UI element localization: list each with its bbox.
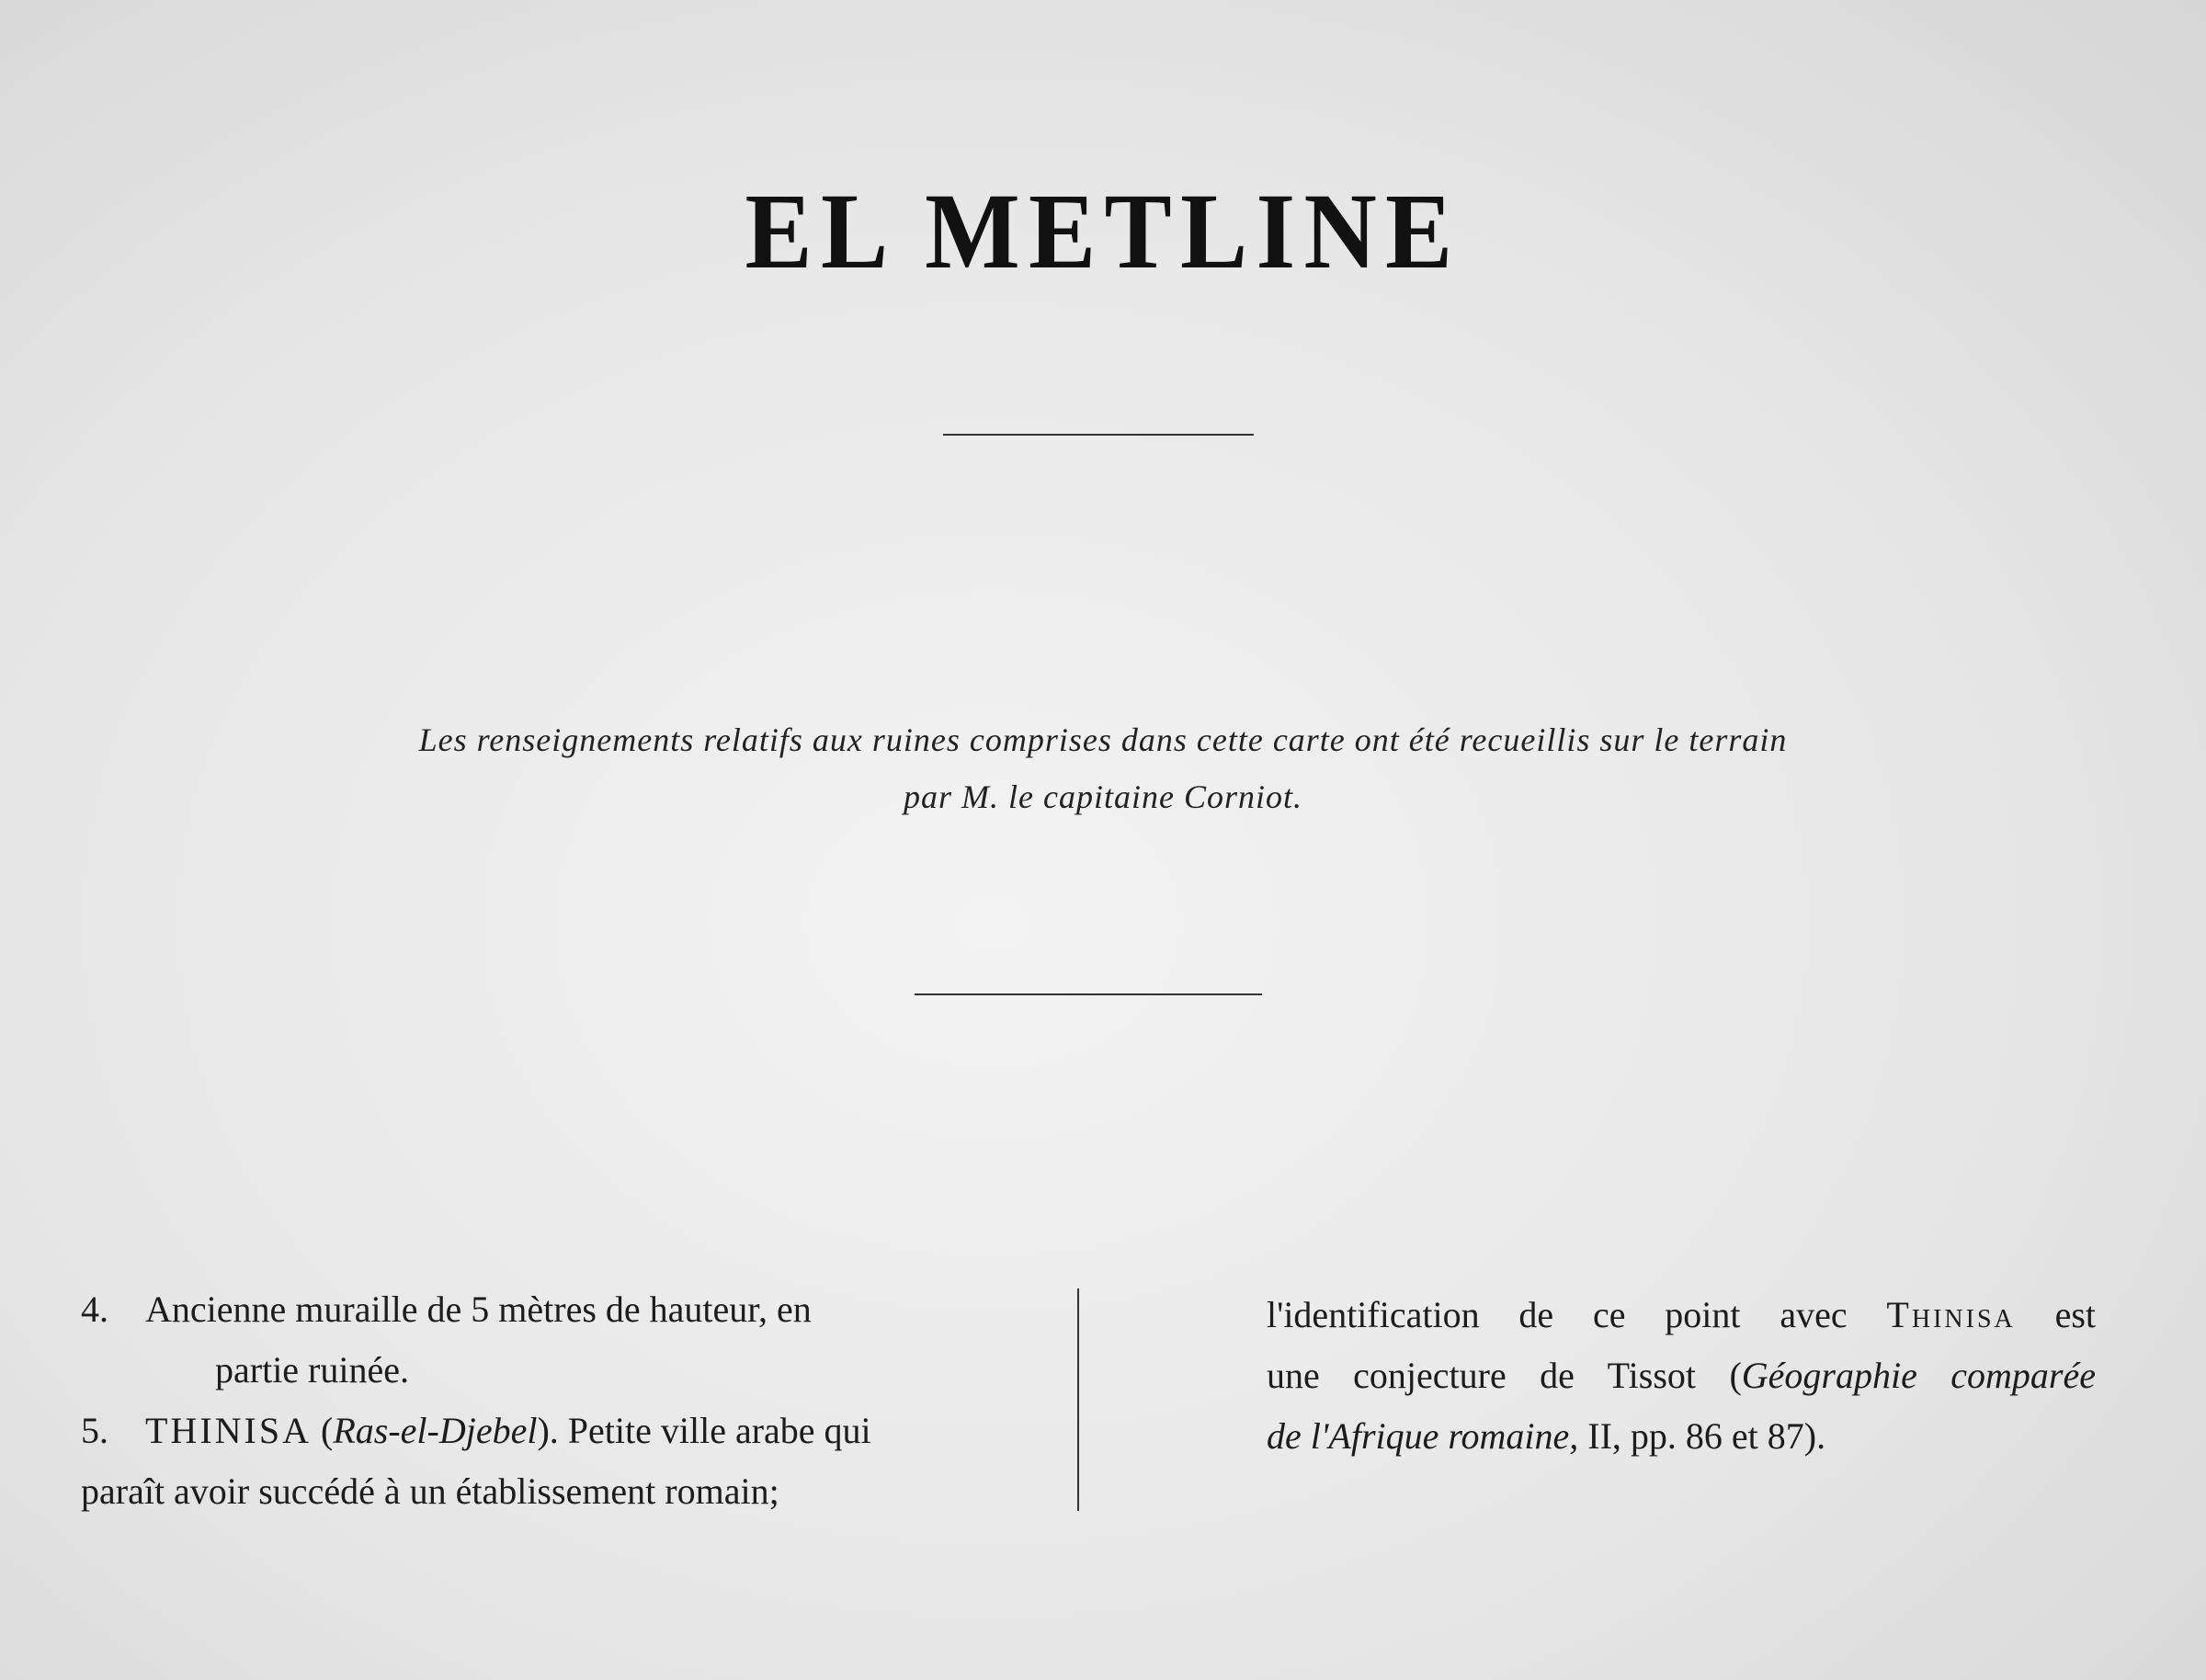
right-line-1 <box>1267 1285 2096 1345</box>
entry-5 <box>81 1401 1044 1522</box>
intro-note <box>276 711 1930 825</box>
intro-line-1: Les renseignements relatifs aux ruines comprises dans cette carte ont été recueillis sur le terrain <box>418 721 1788 758</box>
entry-number: 5. <box>81 1410 108 1451</box>
text-run: une conjecture de Tissot ( <box>1267 1355 1742 1396</box>
section-rule <box>915 993 1262 995</box>
place-name: THINISA <box>145 1410 312 1451</box>
page-title: EL METLINE <box>745 171 1461 291</box>
book-title-cont: de l'Afrique romaine, <box>1267 1415 1579 1457</box>
left-column <box>81 1279 1044 1522</box>
right-line-2 <box>1267 1345 2096 1406</box>
entry-text: Ancienne muraille de 5 mètres de hauteur, en <box>145 1288 812 1330</box>
text-run: l'identification de ce point avec <box>1267 1294 1887 1335</box>
place-name: Thinisa <box>1886 1294 2016 1335</box>
text-run: II, pp. 86 et 87). <box>1578 1415 1826 1457</box>
intro-line-2: par M. le capitaine Corniot. <box>904 778 1302 815</box>
entry-text: ). Petite ville arabe qui <box>537 1410 871 1451</box>
right-column <box>1267 1285 2096 1467</box>
right-line-3 <box>1267 1406 2096 1467</box>
title-rule <box>943 434 1254 436</box>
entry-4 <box>81 1279 1044 1401</box>
paren-open: ( <box>311 1410 334 1451</box>
text-run: est <box>2015 1294 2096 1335</box>
book-title: Géographie comparée <box>1741 1355 2096 1396</box>
entry-number: 4. <box>81 1288 108 1330</box>
entry-continuation: paraît avoir succédé à un établissement romain; <box>81 1470 779 1512</box>
entry-continuation: partie ruinée. <box>215 1349 409 1391</box>
alt-place-name: Ras-el-Djebel <box>333 1410 538 1451</box>
column-divider <box>1077 1288 1079 1511</box>
